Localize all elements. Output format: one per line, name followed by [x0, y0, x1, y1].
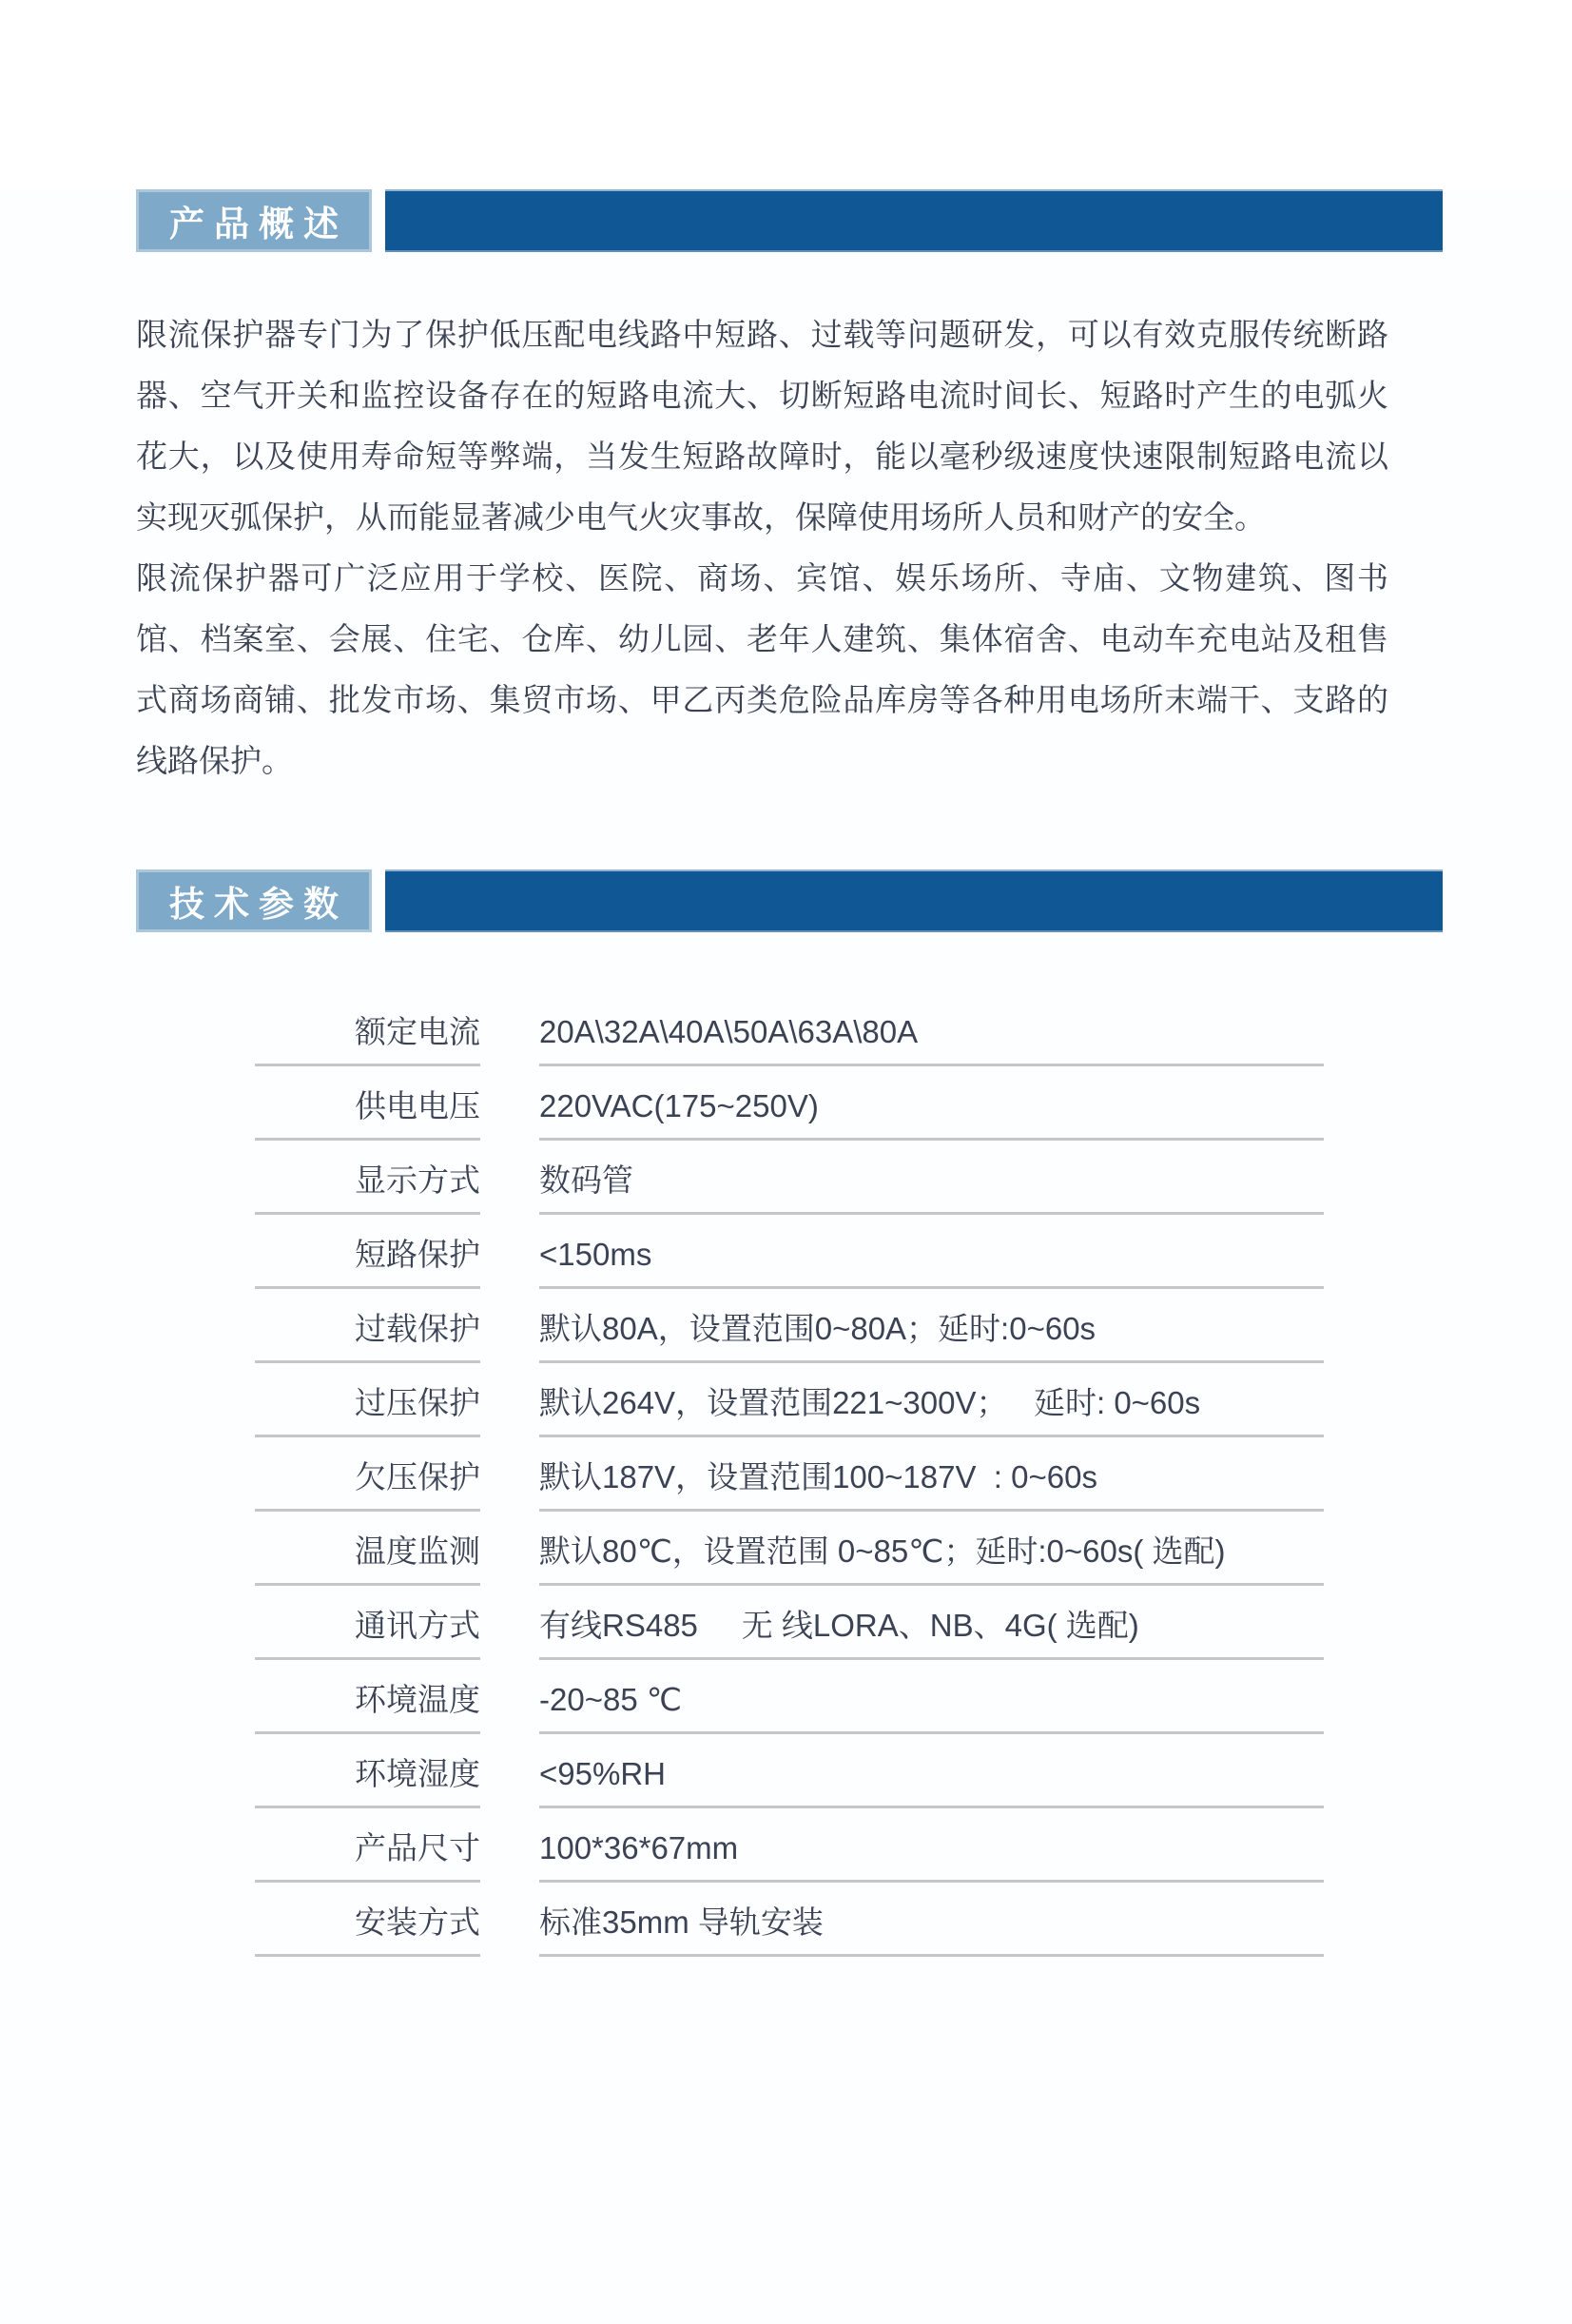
overview-paragraph-1: 限流保护器专门为了保护低压配电线路中短路、过载等问题研发，可以有效克服传统断路器、空气开关和监控设备存在的短路电流大、切断短路电流时间长、短路时产生的电弧火花大，以及使用寿命短等弊端，当发生短路故障时，能以毫秒级速度快速限制短路电流以实现灭弧保护，从而能显著减少电气火灾事故，保障使用场所人员和财产的安全。	[136, 317, 1388, 535]
spec-value: 默认80A，设置范围0~80A；延时:0~60s	[539, 1289, 1324, 1363]
overview-paragraph-2: 限流保护器可广泛应用于学校、医院、商场、宾馆、娱乐场所、寺庙、文物建筑、图书馆、档案室、会展、住宅、仓库、幼儿园、老年人建筑、集体宿舍、电动车充电站及租售式商场商铺、批发市场、集贸市场、甲乙丙类危险品库房等各种用电场所末端干、支路的线路保护。	[136, 560, 1388, 778]
specs-banner-bar	[385, 869, 1443, 932]
spec-row-product-size	[255, 1808, 1324, 1883]
spec-row-overload-protection	[255, 1289, 1324, 1363]
spec-row-temperature-monitoring	[255, 1512, 1324, 1586]
spec-value: <95%RH	[539, 1734, 1324, 1808]
spec-row-rated-current	[255, 992, 1324, 1066]
section-overview	[0, 189, 1572, 791]
spec-value: 220VAC(175~250V)	[539, 1066, 1324, 1141]
overview-banner	[136, 189, 1443, 252]
spec-row-display-mode	[255, 1141, 1324, 1215]
spec-label: 供电电压	[255, 1066, 480, 1141]
spec-row-overvoltage-protection	[255, 1363, 1324, 1437]
spec-value: <150ms	[539, 1215, 1324, 1289]
specs-banner-tab	[136, 869, 372, 932]
spec-value: 默认187V，设置范围100~187V : 0~60s	[539, 1437, 1324, 1512]
spec-row-ambient-humidity	[255, 1734, 1324, 1808]
spec-label: 短路保护	[255, 1215, 480, 1289]
spec-row-short-circuit-protection	[255, 1215, 1324, 1289]
spec-value: 默认264V，设置范围221~300V； 延时: 0~60s	[539, 1363, 1324, 1437]
overview-text-block	[136, 304, 1388, 791]
spec-value: 有线RS485 无 线LORA、NB、4G( 选配)	[539, 1586, 1324, 1660]
specs-banner	[136, 869, 1443, 932]
overview-banner-tab	[136, 189, 372, 252]
spec-label: 显示方式	[255, 1141, 480, 1215]
spec-label: 温度监测	[255, 1512, 480, 1586]
overview-section-title: 产品概述	[169, 205, 348, 244]
section-specs	[0, 869, 1572, 1957]
spec-value: 20A\32A\40A\50A\63A\80A	[539, 992, 1324, 1066]
spec-label: 安装方式	[255, 1883, 480, 1957]
spec-label: 产品尺寸	[255, 1808, 480, 1883]
spec-row-installation	[255, 1883, 1324, 1957]
spec-label: 通讯方式	[255, 1586, 480, 1660]
spec-row-ambient-temperature	[255, 1660, 1324, 1734]
spec-row-supply-voltage	[255, 1066, 1324, 1141]
spec-label: 欠压保护	[255, 1437, 480, 1512]
document-page	[0, 189, 1572, 2324]
spec-value: -20~85 ℃	[539, 1660, 1324, 1734]
specs-section-title: 技术参数	[169, 885, 348, 924]
spec-label: 环境温度	[255, 1660, 480, 1734]
spec-table	[255, 992, 1324, 1957]
spec-label: 环境湿度	[255, 1734, 480, 1808]
spec-row-undervoltage-protection	[255, 1437, 1324, 1512]
overview-banner-bar	[385, 189, 1443, 252]
spec-label: 过压保护	[255, 1363, 480, 1437]
spec-row-communication	[255, 1586, 1324, 1660]
spec-value: 100*36*67mm	[539, 1808, 1324, 1883]
spec-value: 默认80℃，设置范围 0~85℃；延时:0~60s( 选配)	[539, 1512, 1324, 1586]
spec-value: 标准35mm 导轨安装	[539, 1883, 1324, 1957]
spec-value: 数码管	[539, 1141, 1324, 1215]
spec-label: 过载保护	[255, 1289, 480, 1363]
spec-label: 额定电流	[255, 992, 480, 1066]
